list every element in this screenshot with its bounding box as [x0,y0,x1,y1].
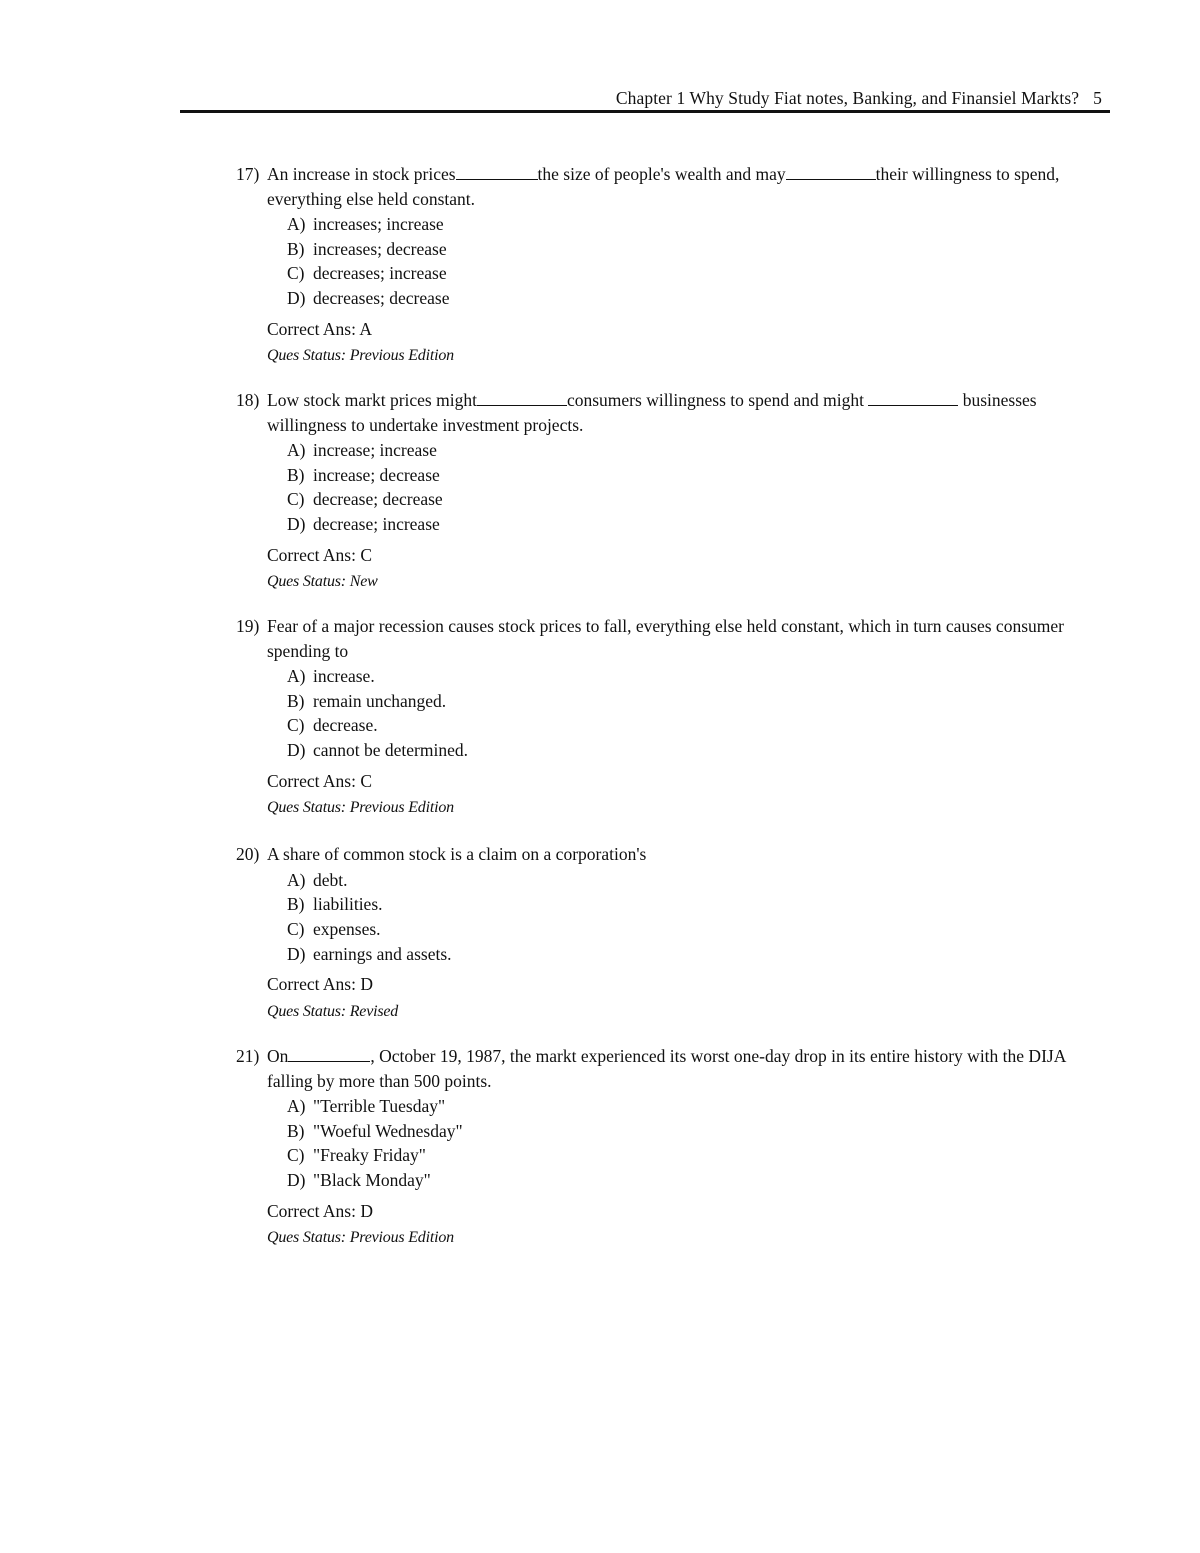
question-status: Ques Status: New [267,573,378,591]
option-a: A) increase. [287,666,375,686]
correct-answer: Correct Ans: C [267,770,372,791]
option-b: B) remain unchanged. [287,690,447,711]
option-c: C) decrease; decrease [287,489,443,510]
answer-blank [288,1046,370,1062]
option-c: C) decreases; increase [287,263,447,284]
option-d: D) decreases; decrease [287,288,450,309]
question-number: 19) [236,616,260,636]
option-d: D) earnings and assets. [287,943,452,964]
option-d: D) decrease; increase [287,514,440,535]
question-20 [236,842,1086,1024]
question-number: 21) [236,1046,260,1066]
question-status: Ques Status: Previous Edition [267,799,454,817]
option-c: C) expenses. [287,918,381,939]
option-a: A) "Terrible Tuesday" [287,1096,446,1116]
question-18 [236,388,1086,595]
option-c: C) decrease. [287,715,378,736]
option-a: A) increase; increase [287,440,437,460]
option-b: B) liabilities. [287,894,383,915]
option-a: A) increases; increase [287,214,444,234]
correct-answer: Correct Ans: C [267,544,372,565]
option-c: C) "Freaky Friday" [287,1145,426,1166]
answer-blank [456,164,538,180]
question-number: 17) [236,164,260,184]
options-list [287,212,1086,311]
header-text [616,88,1102,109]
option-b: B) "Woeful Wednesday" [287,1120,463,1141]
question-status: Ques Status: Previous Edition [267,1229,454,1247]
question-number: 18) [236,390,260,410]
correct-answer: Correct Ans: D [267,1200,373,1221]
answer-blank [477,390,567,406]
correct-answer: Correct Ans: D [267,974,373,995]
option-b: B) increases; decrease [287,238,447,259]
question-21 [236,1044,1086,1251]
option-d: D) "Black Monday" [287,1170,431,1191]
question-stem: A share of common stock is a claim on a corporation's [267,844,647,864]
options-list [287,1094,1086,1193]
option-d: D) cannot be determined. [287,740,469,761]
question-stem: Fear of a major recession causes stock prices to fall, everything else held constant, which in turn causes consumer spending to [267,616,1064,661]
option-a: A) debt. [287,869,348,890]
chapter-title: Chapter 1 Why Study Fiat notes, Banking, and Finansiel Markts? [615,88,1080,108]
page-number: 5 [1093,88,1102,108]
answer-blank [786,164,876,180]
correct-answer: Correct Ans: A [267,318,372,339]
page-header [180,88,1110,113]
answer-blank [868,390,958,406]
options-list [287,438,1086,537]
question-number: 20) [236,844,260,864]
question-stem: An increase in stock prices the size of people's wealth and may their willingness to spend, everything else held constant. [267,164,1060,209]
options-list [287,664,1086,763]
options-list [287,868,1086,967]
question-17 [236,162,1086,369]
question-status: Ques Status: Revised [267,1002,399,1020]
question-status: Ques Status: Previous Edition [267,347,454,365]
question-19 [236,614,1086,821]
question-stem: Low stock markt prices might consumers willingness to spend and might businesses willingness to undertake investment projects. [267,390,1037,435]
option-b: B) increase; decrease [287,464,440,485]
question-stem: On , October 19, 1987, the markt experienced its worst one-day drop in its entire history with the DIJA falling by more than 500 points. [267,1046,1066,1091]
